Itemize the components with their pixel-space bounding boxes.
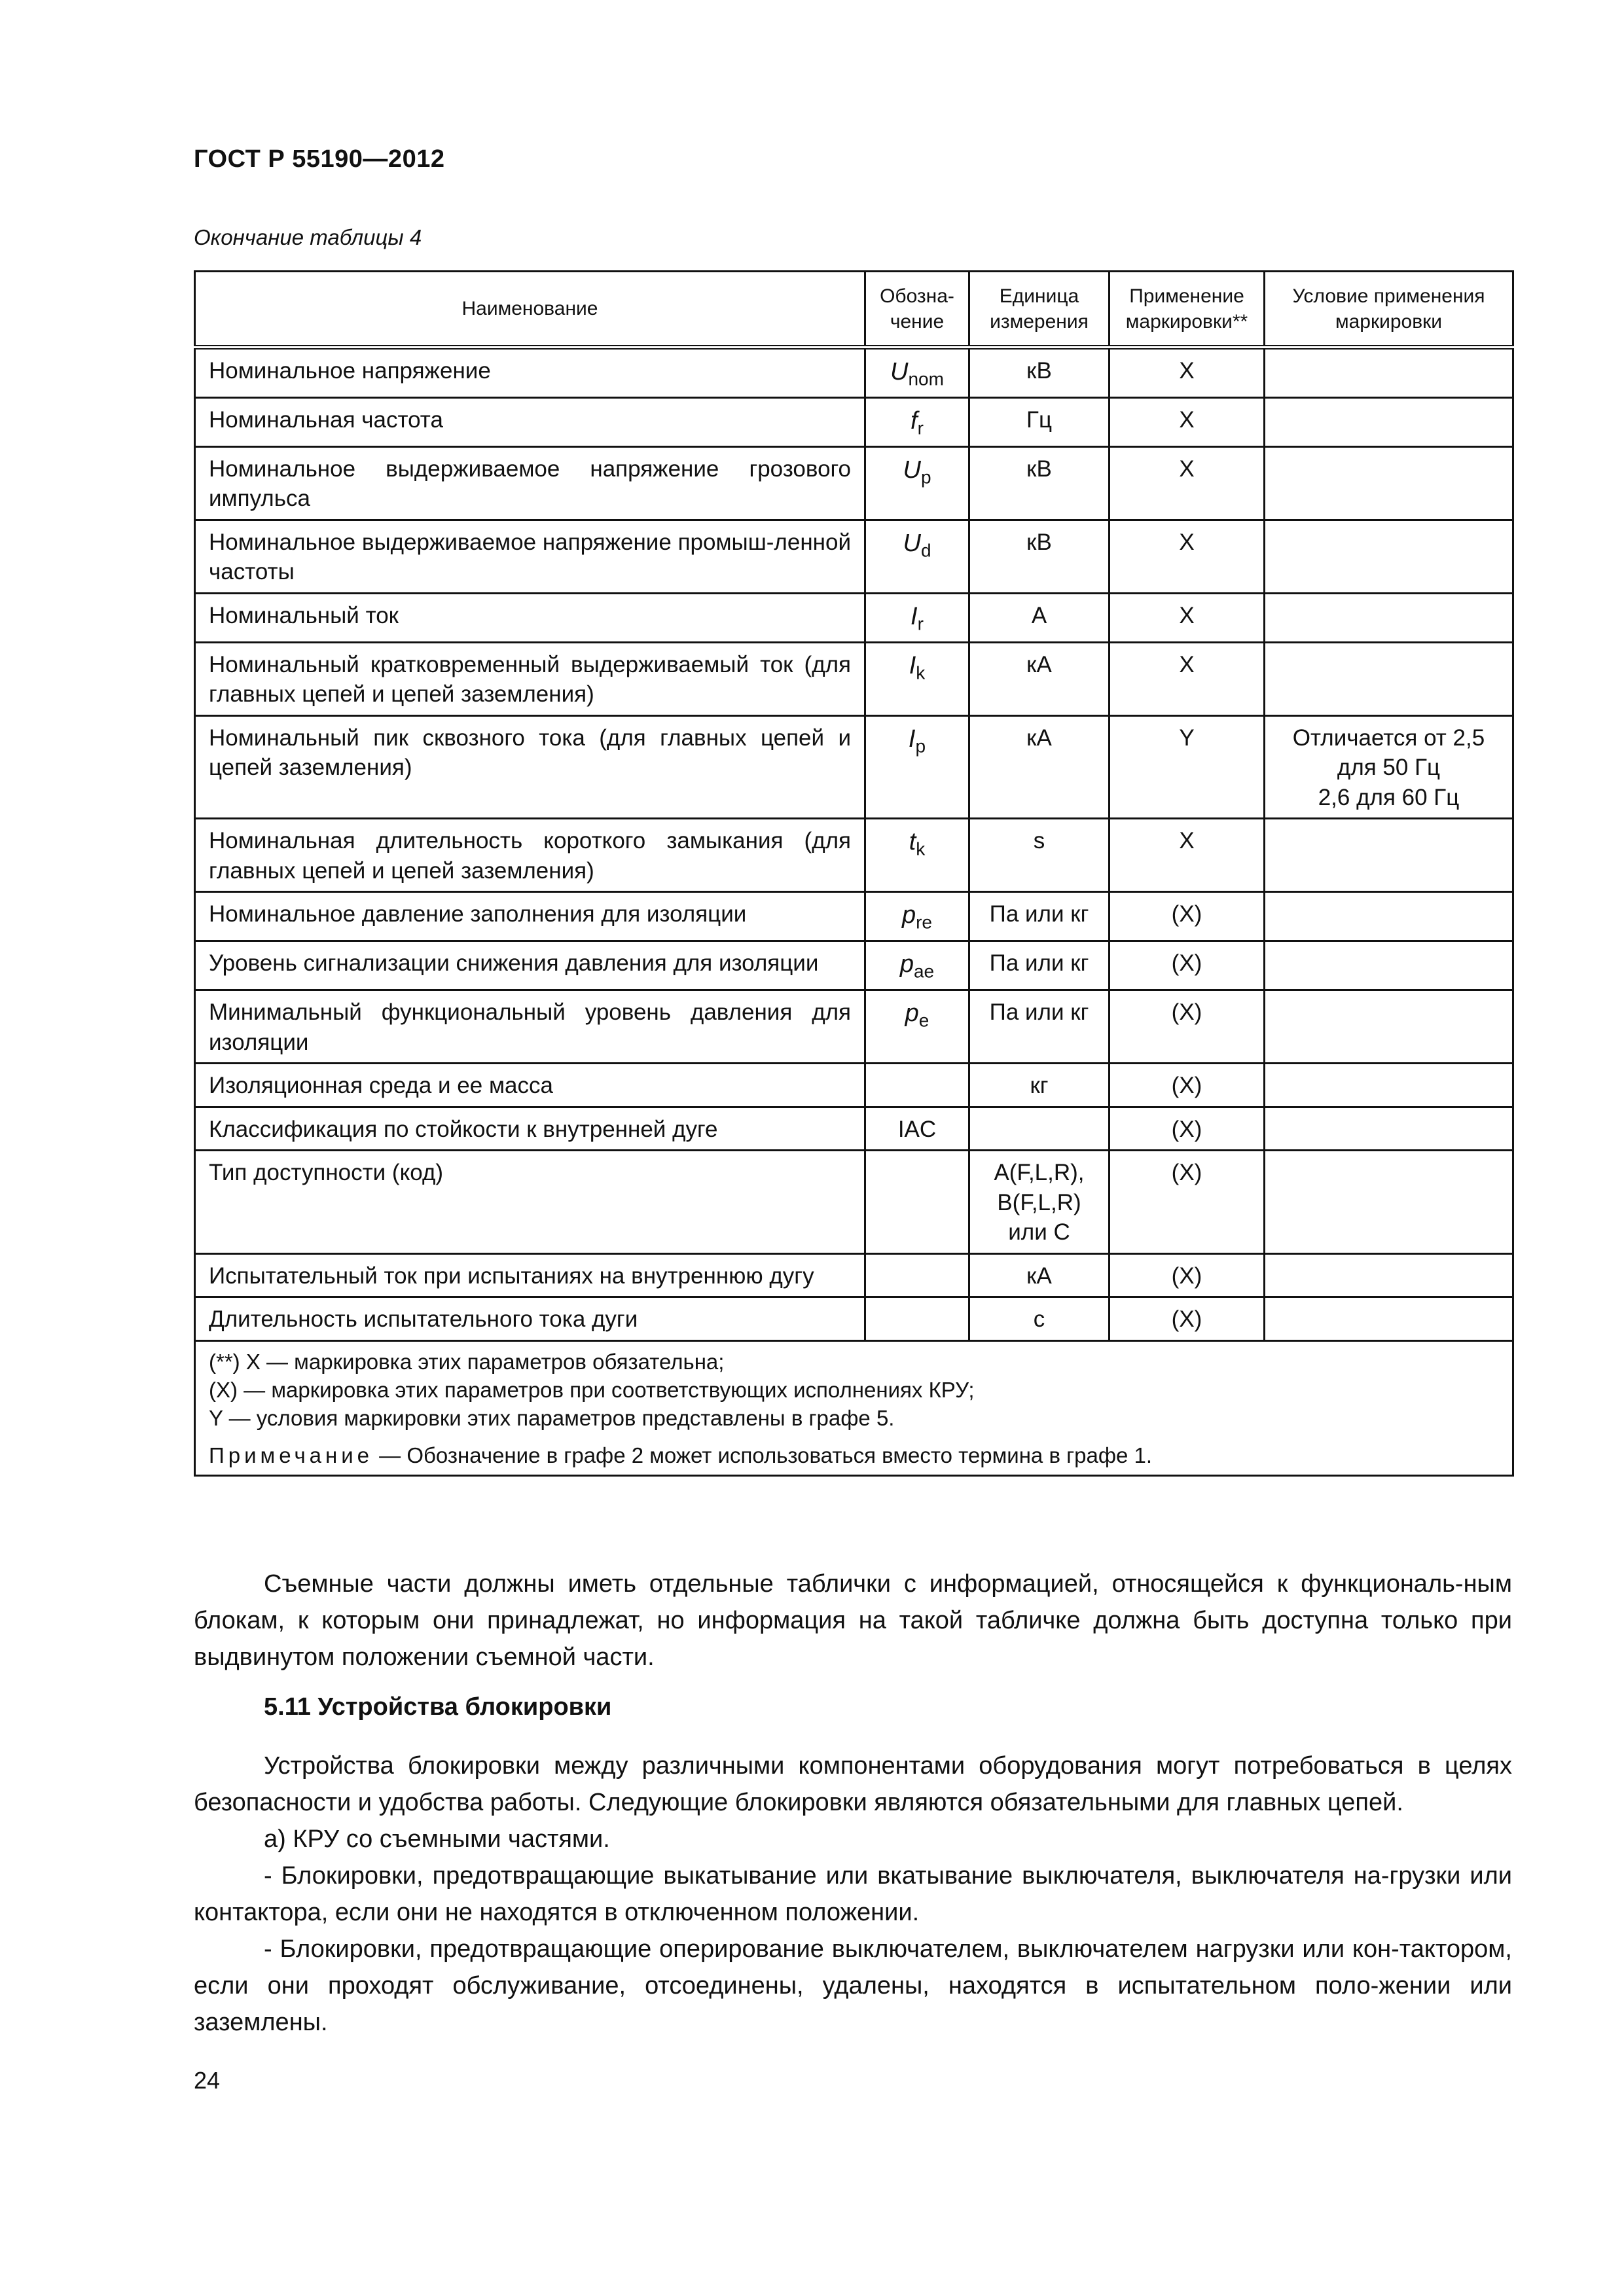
table-row (195, 642, 1513, 715)
symbol: $t_k$ (909, 828, 926, 860)
symbol: $U_{nom}$ (890, 358, 944, 389)
symbol: $U_d$ (903, 529, 931, 561)
cell-name: Номинальный ток (195, 593, 865, 642)
cell-unit: кВ (969, 520, 1110, 593)
table-body (195, 348, 1513, 1476)
table-caption: Окончание таблицы 4 (194, 225, 422, 249)
cell-name: Номинальное напряжение (195, 348, 865, 398)
table-row (195, 1297, 1513, 1341)
paragraph-removable-parts: Съемные части должны иметь отдельные таблички с информацией, относящейся к функциональ-ным блокам, к которым они принадлежат, но информация на такой табличке должна быть доступна только при выдвинутом положении съемной части. (194, 1570, 1512, 1671)
cell-name: Номинальное выдерживаемое напряжение грозового импульса (195, 446, 865, 520)
cell-name: Номинальная частота (195, 397, 865, 446)
symbol: $I_k$ (909, 651, 926, 683)
cell-unit: кг (969, 1064, 1110, 1107)
cell-symbol (865, 892, 969, 941)
table-row (195, 990, 1513, 1064)
symbol: $p_e$ (905, 999, 929, 1031)
cell-marking: (X) (1110, 892, 1265, 941)
section-body (194, 1748, 1512, 2041)
table-row (195, 1151, 1513, 1254)
table-row (195, 941, 1513, 990)
cell-unit: Па или кг (969, 941, 1110, 990)
symbol: $f_r$ (911, 406, 924, 439)
symbol: $p_{re}$ (901, 901, 933, 933)
table-header-row (195, 272, 1513, 348)
symbol: $I_r$ (911, 602, 924, 634)
cell-condition (1265, 348, 1513, 398)
cell-marking: X (1110, 642, 1265, 715)
table-row (195, 892, 1513, 941)
table-row (195, 819, 1513, 892)
cell-name: Испытательный ток при испытаниях на внутреннюю дугу (195, 1253, 865, 1297)
cell-unit: кА (969, 715, 1110, 819)
list-item-a1: - Блокировки, предотвращающие выкатывание или вкатывание выключателя, выключателя на-грузки или контактора, если они не находятся в отключенном положении. (194, 1862, 1512, 1926)
cell-marking: (X) (1110, 1253, 1265, 1297)
cell-condition (1265, 1297, 1513, 1341)
cell-marking: Y (1110, 715, 1265, 819)
cell-symbol (865, 1151, 969, 1254)
cell-unit: A(F,L,R), B(F,L,R) или C (969, 1151, 1110, 1254)
cell-condition (1265, 819, 1513, 892)
note-line: (**) X — маркировка этих параметров обязательна; (209, 1349, 725, 1374)
cell-symbol (865, 1253, 969, 1297)
table-row (195, 1064, 1513, 1107)
cell-marking: X (1110, 520, 1265, 593)
list-item-a2: - Блокировки, предотвращающие оперирование выключателем, выключателем нагрузки или кон-тактором, если они проходят обслуживание, отсоединены, удалены, находятся в испытательном поло-жении или заземлены. (194, 1935, 1512, 2036)
page-number: 24 (194, 2067, 221, 2094)
cell-marking: (X) (1110, 941, 1265, 990)
cell-condition: Отличается от 2,5 для 50 Гц 2,6 для 60 Гц (1265, 715, 1513, 819)
cell-marking: (X) (1110, 1107, 1265, 1151)
cell-marking: X (1110, 819, 1265, 892)
cell-marking: X (1110, 446, 1265, 520)
cell-marking: X (1110, 397, 1265, 446)
symbol: $U_p$ (903, 456, 931, 488)
table-row (195, 593, 1513, 642)
table-row (195, 520, 1513, 593)
cell-symbol (865, 520, 969, 593)
table-notes (195, 1340, 1513, 1476)
cell-unit: Па или кг (969, 990, 1110, 1064)
cell-symbol (865, 941, 969, 990)
cell-condition (1265, 520, 1513, 593)
symbol: $I_p$ (908, 725, 926, 757)
table-row (195, 397, 1513, 446)
cell-condition (1265, 642, 1513, 715)
cell-marking: X (1110, 593, 1265, 642)
cell-unit: с (969, 1297, 1110, 1341)
column-header-condition: Условие применения маркировки (1265, 272, 1513, 348)
cell-name: Номинальный пик сквозного тока (для главных цепей и цепей заземления) (195, 715, 865, 819)
column-header-name: Наименование (195, 272, 865, 348)
cell-symbol (865, 819, 969, 892)
cell-marking: (X) (1110, 990, 1265, 1064)
table-notes-row (195, 1340, 1513, 1476)
cell-symbol (865, 1297, 969, 1341)
cell-condition (1265, 593, 1513, 642)
cell-unit: A (969, 593, 1110, 642)
cell-name: Номинальное выдерживаемое напряжение промыш-ленной частоты (195, 520, 865, 593)
cell-symbol (865, 642, 969, 715)
cell-unit: Па или кг (969, 892, 1110, 941)
cell-condition (1265, 1151, 1513, 1254)
column-header-symbol: Обозна- чение (865, 272, 969, 348)
symbol: $p_{ae}$ (899, 950, 935, 982)
cell-name: Минимальный функциональный уровень давления для изоляции (195, 990, 865, 1064)
cell-condition (1265, 446, 1513, 520)
note-label: Примечание (209, 1443, 374, 1467)
note-line: Y — условия маркировки этих параметров представлены в графе 5. (209, 1405, 895, 1430)
cell-condition (1265, 990, 1513, 1064)
section-heading: 5.11 Устройства блокировки (264, 1693, 612, 1721)
cell-symbol (865, 593, 969, 642)
list-item-a: а) КРУ со съемными частями. (264, 1825, 610, 1853)
cell-name: Длительность испытательного тока дуги (195, 1297, 865, 1341)
cell-condition (1265, 397, 1513, 446)
cell-symbol (865, 715, 969, 819)
cell-name: Изоляционная среда и ее масса (195, 1064, 865, 1107)
cell-symbol (865, 1107, 969, 1151)
column-header-unit: Единица измерения (969, 272, 1110, 348)
cell-name: Номинальное давление заполнения для изоляции (195, 892, 865, 941)
document-header: ГОСТ Р 55190—2012 (194, 145, 445, 173)
cell-symbol (865, 446, 969, 520)
note-text: — Обозначение в графе 2 может использоваться вместо термина в графе 1. (373, 1443, 1153, 1467)
table-row (195, 446, 1513, 520)
cell-unit (969, 1107, 1110, 1151)
cell-unit: кА (969, 642, 1110, 715)
cell-unit: кА (969, 1253, 1110, 1297)
table-row (195, 348, 1513, 398)
table-row (195, 715, 1513, 819)
cell-condition (1265, 941, 1513, 990)
cell-name: Классификация по стойкости к внутренней дуге (195, 1107, 865, 1151)
cell-unit: s (969, 819, 1110, 892)
cell-name: Номинальная длительность короткого замыкания (для главных цепей и цепей заземления) (195, 819, 865, 892)
paragraph-interlocks: Устройства блокировки между различными компонентами оборудования могут потребоваться в целях безопасности и удобства работы. Следующие блокировки являются обязательными для главных цепей. (194, 1752, 1512, 1816)
cell-symbol (865, 348, 969, 398)
cell-name: Номинальный кратковременный выдерживаемый ток (для главных цепей и цепей заземления) (195, 642, 865, 715)
cell-unit: Гц (969, 397, 1110, 446)
cell-symbol (865, 1064, 969, 1107)
cell-condition (1265, 1064, 1513, 1107)
cell-condition (1265, 1253, 1513, 1297)
cell-condition (1265, 892, 1513, 941)
cell-name: Уровень сигнализации снижения давления для изоляции (195, 941, 865, 990)
cell-symbol (865, 397, 969, 446)
cell-condition (1265, 1107, 1513, 1151)
table-footnote (209, 1442, 1499, 1470)
cell-marking: (X) (1110, 1297, 1265, 1341)
column-header-marking: Применение маркировки** (1110, 272, 1265, 348)
cell-marking: (X) (1110, 1151, 1265, 1254)
cell-unit: кВ (969, 446, 1110, 520)
symbol: IAC (897, 1116, 937, 1142)
table-row (195, 1107, 1513, 1151)
note-line: (X) — маркировка этих параметров при соответствующих исполнениях КРУ; (209, 1377, 975, 1402)
cell-unit: кВ (969, 348, 1110, 398)
cell-name: Тип доступности (код) (195, 1151, 865, 1254)
cell-symbol (865, 990, 969, 1064)
cell-marking: X (1110, 348, 1265, 398)
table-row (195, 1253, 1513, 1297)
cell-marking: (X) (1110, 1064, 1265, 1107)
marking-parameters-table (194, 270, 1514, 1477)
